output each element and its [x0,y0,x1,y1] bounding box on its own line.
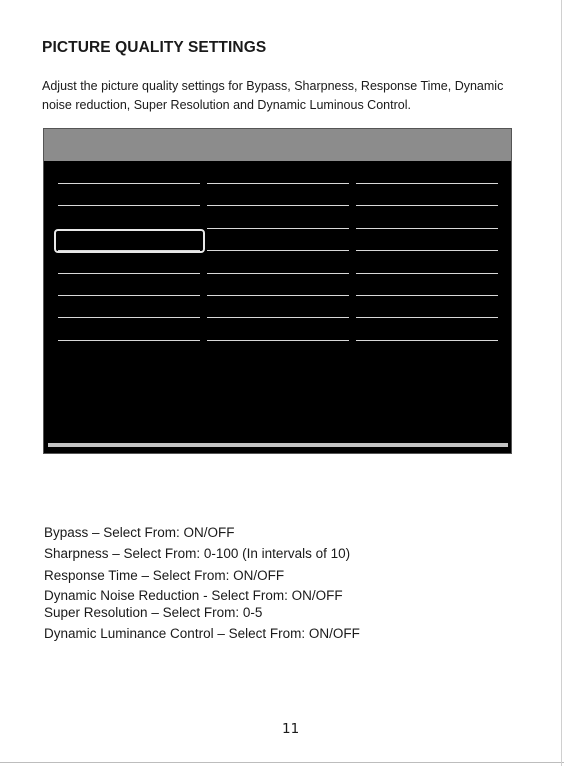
menu-cell [356,318,498,340]
menu-cell [58,251,200,273]
menu-cell [58,229,200,251]
menu-row [58,206,498,228]
menu-row [58,296,498,318]
menu-row [58,184,498,206]
page-number: 11 [282,721,300,737]
menu-row [58,251,498,273]
bottom-rule [0,762,564,763]
menu-cell [58,318,200,340]
menu-cell [356,274,498,296]
menu-cell [207,251,349,273]
menu-cell [356,296,498,318]
intro-paragraph: Adjust the picture quality settings for Bypass, Sharpness, Response Time, Dynamic noise reduction, Super Resolution and Dynamic Luminous Control. [42,79,504,112]
menu-cell [207,274,349,296]
menu-footer-bar [48,443,508,447]
menu-cell [207,162,349,184]
option-dynamic-noise-reduction: Dynamic Noise Reduction - Select From: ON/OFF [44,588,343,603]
menu-header-bar [44,129,511,161]
menu-cell [356,229,498,251]
option-bypass: Bypass – Select From: ON/OFF [44,525,235,540]
menu-cell [58,274,200,296]
page-title: PICTURE QUALITY SETTINGS [42,39,267,56]
menu-cell [58,162,200,184]
menu-cell [58,184,200,206]
menu-cell [58,296,200,318]
right-rule [561,0,562,766]
menu-cell [207,229,349,251]
menu-row [58,274,498,296]
menu-cell [356,184,498,206]
menu-cell [356,162,498,184]
menu-cell [356,251,498,273]
menu-row [58,162,498,184]
menu-cell [207,184,349,206]
option-dynamic-luminance-control: Dynamic Luminance Control – Select From: ON/OFF [44,626,360,641]
option-sharpness: Sharpness – Select From: 0-100 (In intervals of 10) [44,546,351,561]
menu-row [58,318,498,340]
osd-menu-screenshot [43,128,512,454]
menu-cell [207,296,349,318]
menu-cell [207,318,349,340]
option-response-time: Response Time – Select From: ON/OFF [44,568,285,583]
menu-cell [207,206,349,228]
menu-cell [356,206,498,228]
menu-row [58,229,498,251]
option-super-resolution: Super Resolution – Select From: 0-5 [44,605,263,620]
